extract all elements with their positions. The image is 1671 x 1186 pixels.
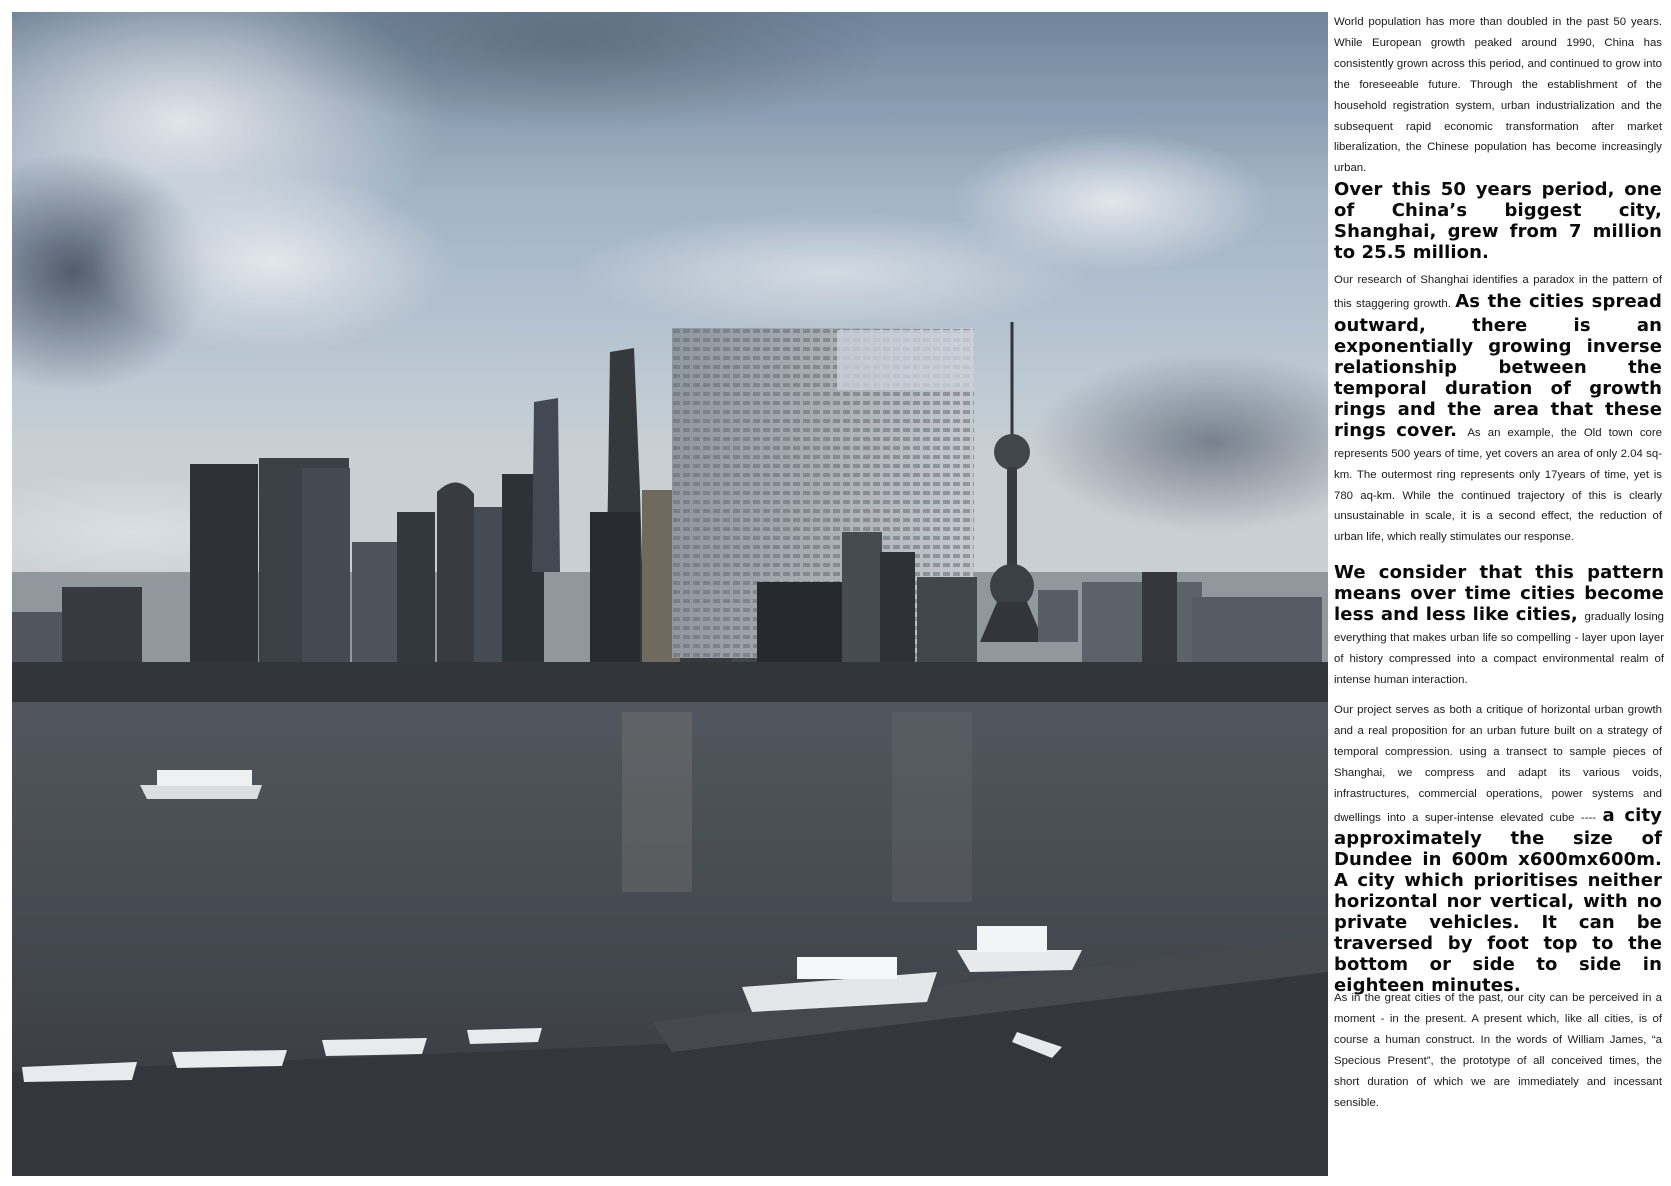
paragraph-text: gradually losing everything that makes urban life so compelling - layer upon layer of history compressed into a compact environmental realm of intense human interaction. <box>1334 611 1664 686</box>
paragraph-text: As an example, the Old town core represents 500 years of time, yet covers an area of only 2.04 sq-km. The outermost ring represents only 17years of time, yet is 780 aq-km. While the continued trajectory of this is clearly unsustainable in scale, it is a second effect, the reduction of urban life, which really stimulates our response. <box>1334 426 1662 544</box>
paragraph-project-proposition <box>1334 700 1662 996</box>
highlight-statement: a city approximately the size of Dundee in 600m x600mx600m. A city which prioritises neither horizontal nor vertical, with no private vehicles. It can be traversed by foot top to the bottom or side to side in eighteen minutes. <box>1334 804 1662 997</box>
text-column <box>1334 12 1664 1176</box>
paragraph-pattern-consideration <box>1334 562 1664 691</box>
highlight-statement: We consider that this pattern means over time cities become less and less like cities, <box>1334 562 1664 625</box>
skyline-photo <box>12 12 1328 1176</box>
highlight-statement: As the cities spread outward, there is an exponentially growing inverse relationship between the temporal duration of growth rings and the area that these rings cover. <box>1334 290 1662 441</box>
paragraph-research-paradox <box>1334 270 1662 548</box>
paragraph-population-growth <box>1334 12 1662 263</box>
paragraph-text: Our project serves as both a critique of horizontal urban growth and a real proposition for an urban future built on a strategy of temporal compression. using a transect to sample pieces of Shanghai, we compress and adapt its various voids, infrastructures, commercial operations, power systems and dwellings into a super-intense elevated cube ---- <box>1334 704 1662 824</box>
paragraph-text: Our research of Shanghai identifies a paradox in the pattern of this staggering growth. <box>1334 274 1662 310</box>
paragraph-text: As in the great cities of the past, our city can be perceived in a moment - in the present. A present which, like all cities, is of course a human construct. In the words of William James, “a Specious Present”, the prototype of all conceived times, the short duration of which we are immediately and incessant sensible. <box>1334 992 1662 1109</box>
paragraph-specious-present <box>1334 988 1662 1113</box>
skyline-illustration <box>12 12 1328 1176</box>
highlight-statement: Over this 50 years period, one of China’s biggest city, Shanghai, grew from 7 million to 25.5 million. <box>1334 179 1662 264</box>
paragraph-text: World population has more than doubled in the past 50 years. While European growth peaked around 1990, China has consistently grown across this period, and continued to grow into the foreseeable future. Through the establishment of the household registration system, urban industrialization and the subsequent rapid economic transformation after market liberalization, the Chinese population has become increasingly urban. <box>1334 16 1662 175</box>
